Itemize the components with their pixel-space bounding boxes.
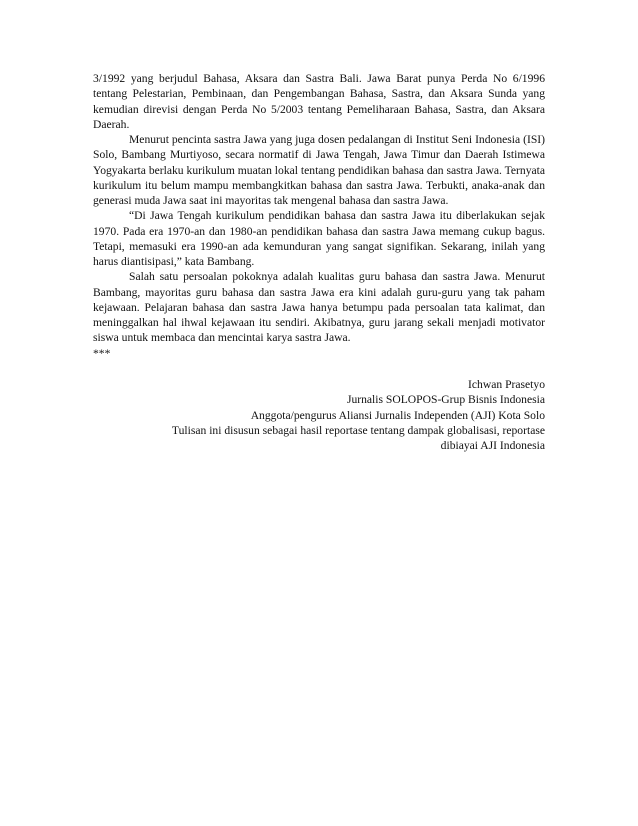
- section-separator: ***: [93, 346, 111, 360]
- paragraph-quote: “Di Jawa Tengah kurikulum pendidikan bahasa dan sastra Jawa itu diberlakukan sejak 1970. Pada era 1970-an dan 1980-an pendidikan bahasa dan sastra Jawa memang cukup bagus. Tetapi, memasuki era 1990-an ada kemunduran yang sangat signifikan. Sekarang, inilah yang harus diantisipasi,” kata Bambang.: [93, 209, 545, 268]
- report-note-line-1: Tulisan ini disusun sebagai hasil reportase tentang dampak globalisasi, reportase: [171, 423, 545, 437]
- report-note-line-2: dibiayai AJI Indonesia: [440, 439, 545, 452]
- author-affiliation: Anggota/pengurus Aliansi Jurnalis Independen (AJI) Kota Solo: [250, 408, 545, 422]
- signature-block: [93, 377, 545, 453]
- author-name: Ichwan Prasetyo: [468, 378, 545, 391]
- paragraph-guru: Salah satu persoalan pokoknya adalah kualitas guru bahasa dan sastra Jawa. Menurut Bambang, mayoritas guru bahasa dan sastra Jawa era kini adalah guru-guru yang tak paham kejawaan. Pelajaran bahasa dan sastra Jawa hanya betumpu pada persoalan tata kalimat, dan meninggalkan hal ihwal kejawaan itu sendiri. Akibatnya, guru jarang sekali menjadi motivator siswa untuk membaca dan mencintai karya sastra Jawa.: [93, 270, 545, 345]
- paragraph-perda: 3/1992 yang berjudul Bahasa, Aksara dan Sastra Bali. Jawa Barat punya Perda No 6/1996 tentang Pelestarian, Pembinaan, dan Pengembangan Bahasa, Sastra, dan Aksara Sunda yang kemudian direvisi dengan Perda No 5/2003 tentang Pemeliharaan Bahasa, Sastra, dan Aksara Daerah.: [93, 72, 545, 131]
- author-role: Jurnalis SOLOPOS-Grup Bisnis Indonesia: [346, 393, 545, 407]
- article-body: [93, 71, 545, 361]
- paragraph-bambang-murtiyoso: Menurut pencinta sastra Jawa yang juga dosen pedalangan di Institut Seni Indonesia (ISI) Solo, Bambang Murtiyoso, secara normatif di Jawa Tengah, Jawa Timur dan Daerah Istimewa Yogyakarta berlaku kurikulum muatan lokal tentang pendidikan bahasa dan sastra Jawa. Ternyata kurikulum itu belum mampu membangkitkan bahasa dan sastra Jawa. Terbukti, anaka-anak dan generasi muda Jawa saat ini mayoritas tak mengenal bahasa dan sastra Jawa.: [93, 133, 545, 207]
